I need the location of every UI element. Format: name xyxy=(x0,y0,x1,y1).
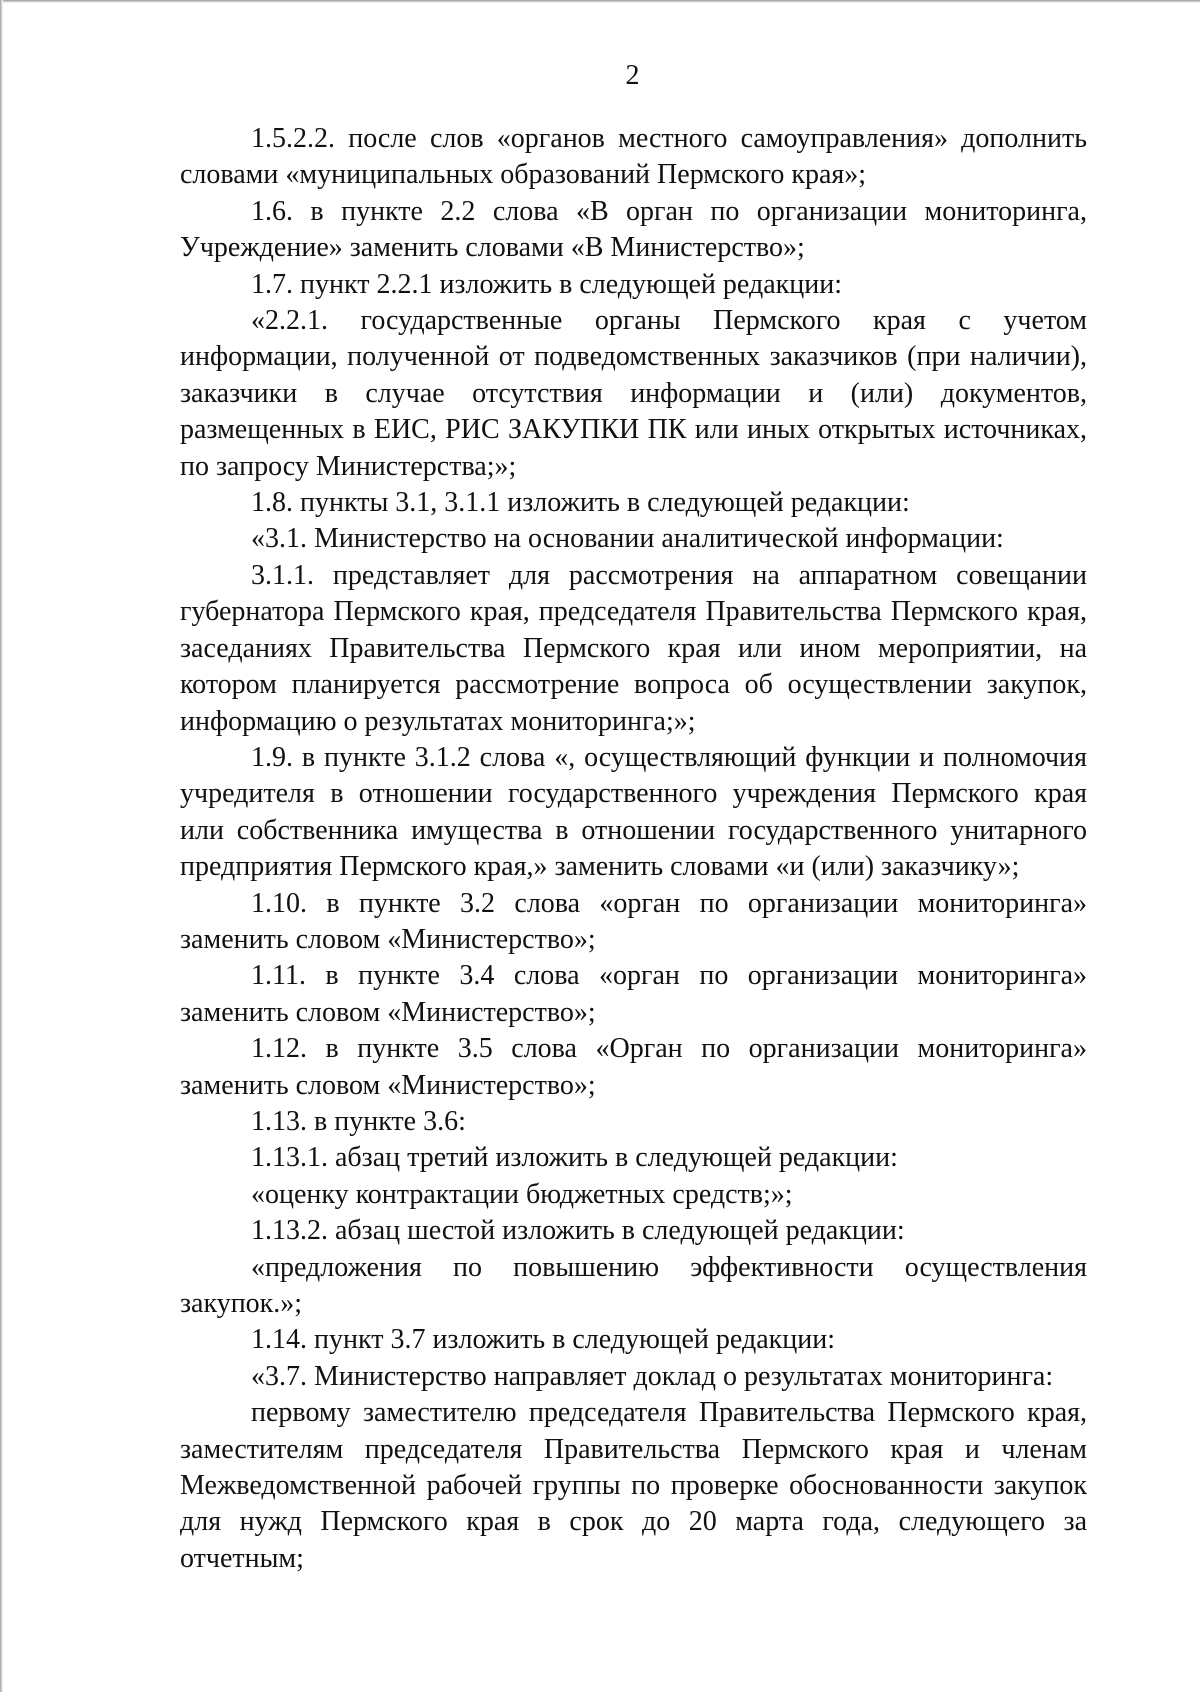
scan-edge-top xyxy=(0,0,1200,3)
paragraph-1-8: 1.8. пункты 3.1, 3.1.1 изложить в следующей редакции: xyxy=(251,487,910,519)
document-body xyxy=(180,121,1087,1577)
paragraph-1-12: 1.12. в пункте 3.5 слова «Орган по организации мониторинга» заменить словом «Министерство»; xyxy=(180,1033,1087,1101)
paragraph-1-10: 1.10. в пункте 3.2 слова «орган по организации мониторинга» заменить словом «Министерство»; xyxy=(180,887,1087,955)
paragraph-1-11: 1.11. в пункте 3.4 слова «орган по организации мониторинга» заменить словом «Министерство»; xyxy=(180,960,1087,1028)
paragraph-report-recipients: первому заместителю председателя Правительства Пермского края, заместителям председателя Правительства Пермского края и членам Межведомственной рабочей группы по проверке обоснованности закупок для нужд Пермского края в срок до 20 марта года, следующего за отчетным; xyxy=(180,1397,1087,1574)
paragraph-1-6: 1.6. в пункте 2.2 слова «В орган по организации мониторинга, Учреждение» заменить словами «В Министерство»; xyxy=(180,195,1087,264)
paragraph-1-9: 1.9. в пункте 3.1.2 слова «, осуществляющий функции и полномочия учредителя в отношении государственного учреждения Пермского края или собственника имущества в отношении государственного унитарного предприятия Пермского края,» заменить словами «и (или) заказчику»; xyxy=(180,741,1087,883)
paragraph-1-14: 1.14. пункт 3.7 изложить в следующей редакции: xyxy=(251,1324,835,1356)
paragraph-1-5-2-2: 1.5.2.2. после слов «органов местного самоуправления» дополнить словами «муниципальных образований Пермского края»; xyxy=(180,123,1087,191)
paragraph-1-13-1: 1.13.1. абзац третий изложить в следующей редакции: xyxy=(251,1142,898,1174)
paragraph-1-13: 1.13. в пункте 3.6: xyxy=(251,1105,466,1137)
paragraph-quote-proposals: «предложения по повышению эффективности осуществления закупок.»; xyxy=(180,1251,1087,1319)
paragraph-1-13-2: 1.13.2. абзац шестой изложить в следующей редакции: xyxy=(251,1215,905,1247)
paragraph-1-7: 1.7. пункт 2.2.1 изложить в следующей редакции: xyxy=(251,268,842,300)
paragraph-quote-budget: «оценку контрактации бюджетных средств;»; xyxy=(251,1178,793,1210)
paragraph-3-7: «3.7. Министерство направляет доклад о результатах мониторинга: xyxy=(251,1360,1054,1392)
scan-edge-left xyxy=(0,0,3,1692)
paragraph-2-2-1: «2.2.1. государственные органы Пермского края с учетом информации, полученной от подведомственных заказчиков (при наличии), заказчики в случае отсутствия информации и (или) документов, размещенных в ЕИС, РИС ЗАКУПКИ ПК или иных открытых источниках, по запросу Министерства;»; xyxy=(180,305,1087,482)
paragraph-3-1-1: 3.1.1. представляет для рассмотрения на аппаратном совещании губернатора Пермского края, председателя Правительства Пермского края, заседаниях Правительства Пермского края или ином мероприятии, на котором планируется рассмотрение вопроса об осуществлении закупок, информацию о результатах мониторинга;»; xyxy=(180,559,1087,737)
page-number: 2 xyxy=(625,60,640,91)
paragraph-3-1: «3.1. Министерство на основании аналитической информации: xyxy=(251,523,1004,555)
